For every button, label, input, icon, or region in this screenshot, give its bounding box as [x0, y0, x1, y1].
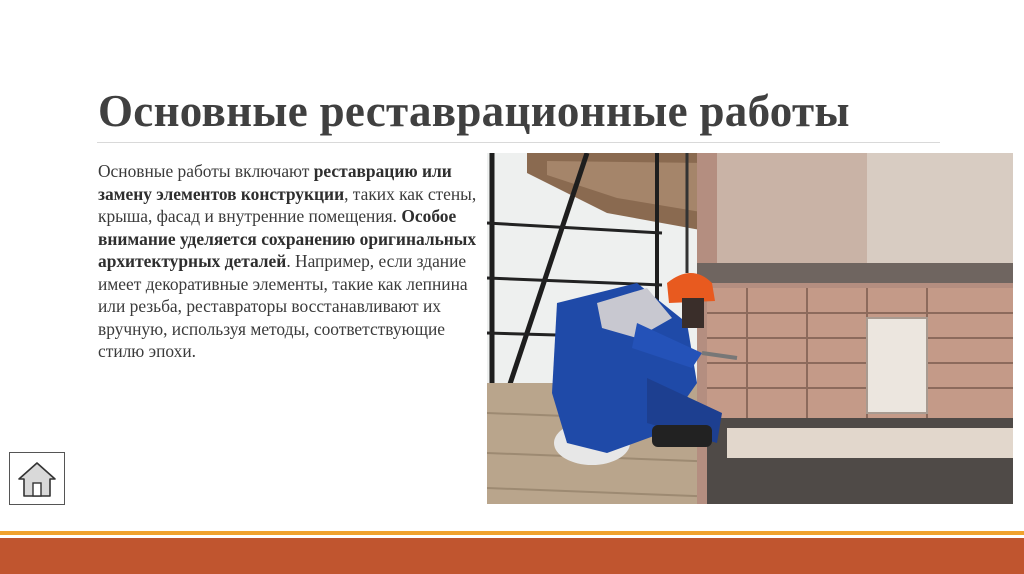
bold-segment: реставрацию или замену элементов конструкции	[98, 161, 452, 204]
home-icon	[17, 459, 57, 499]
accent-line	[0, 531, 1024, 535]
footer-bar	[0, 538, 1024, 574]
title-divider	[97, 142, 940, 143]
bold-segment: Особое внимание уделяется сохранению оригинальных архитектурных деталей	[98, 206, 477, 271]
restoration-photo	[487, 153, 1013, 504]
text-segment: , таких как стены, крыша, фасад и внутренние помещения.	[98, 183, 477, 226]
body-paragraph	[98, 160, 478, 363]
text-segment: . Например, если здание имеет декоративные элементы, такие как лепнина или резьба, реставраторы восстанавливают их вручную, используя методы, соответствующие стилю эпохи.	[98, 251, 468, 361]
slide-title: Основные реставрационные работы	[98, 86, 850, 136]
text-segment: Основные работы включают	[98, 161, 314, 181]
home-button[interactable]	[9, 452, 65, 505]
